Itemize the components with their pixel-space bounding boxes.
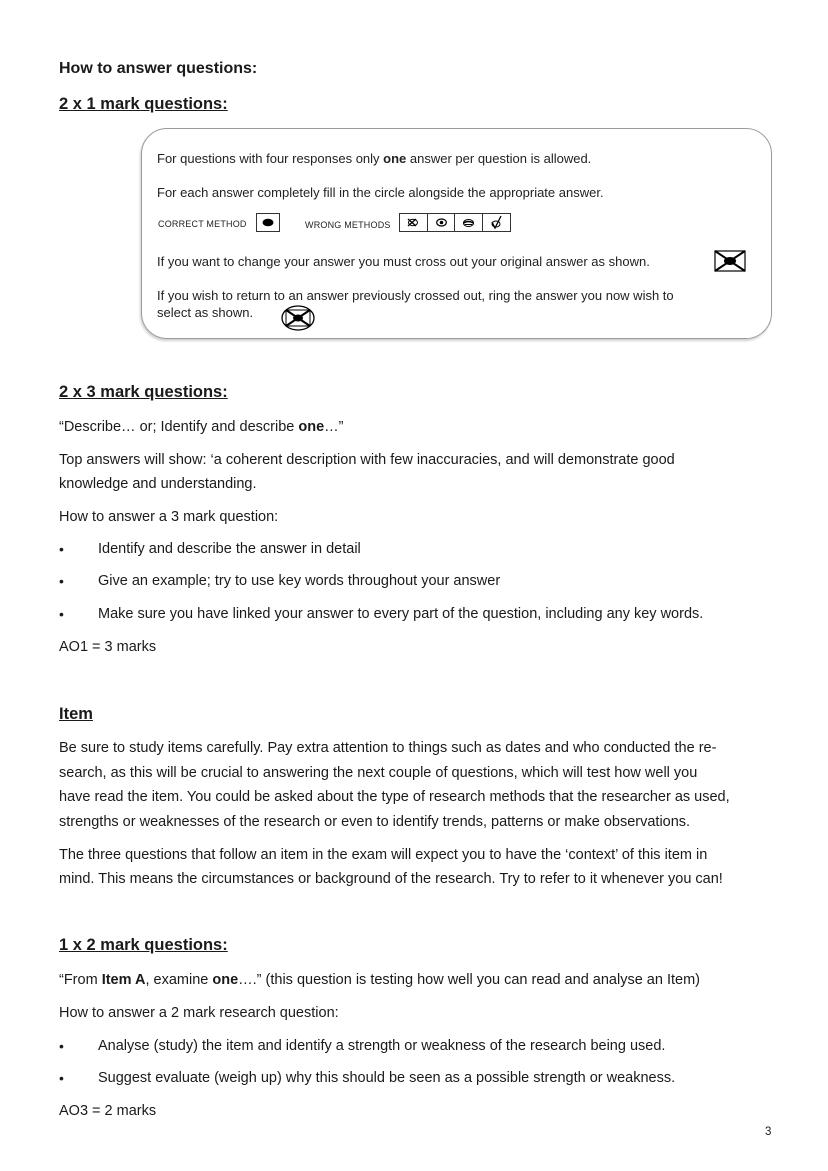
section4-prompt-pre: “From <box>59 972 102 988</box>
wrong-methods-examples <box>399 213 511 232</box>
box-line-fill-circle: For each answer completely fill in the circle alongside the appropriate answer. <box>157 185 604 200</box>
partial-fill-icon <box>455 214 482 231</box>
bullet-icon: • <box>59 606 64 622</box>
item-para2-line2: mind. This means the circumstances or background of the research. Try to refer to it whenever you can! <box>59 871 723 887</box>
section4-how-to: How to answer a 2 mark research question: <box>59 1005 339 1021</box>
bullet-text: Make sure you have linked your answer to every part of the question, including any key words. <box>98 606 704 622</box>
bullet-icon: • <box>59 1070 64 1086</box>
section-title-1x2: 1 x 2 mark questions: <box>59 936 228 954</box>
list-item <box>0 571 828 591</box>
item-para1-line4: strengths or weaknesses of the research or even to identify trends, patterns or make observations. <box>59 814 691 830</box>
item-para1-line1: Be sure to study items carefully. Pay extra attention to things such as dates and who conducted the re- <box>59 740 717 756</box>
page-number: 3 <box>765 1126 772 1138</box>
tick-mark-icon <box>483 214 510 231</box>
section2-marks: AO1 = 3 marks <box>59 639 157 655</box>
bullet-text: Give an example; try to use key words throughout your answer <box>98 573 501 589</box>
wrong-tick-mark <box>483 214 511 231</box>
box-line1-pre: For questions with four responses only <box>157 151 384 166</box>
section4-prompt-bold1: Item A <box>101 972 146 988</box>
section4-marks: AO3 = 2 marks <box>59 1103 157 1119</box>
crossed-box-icon <box>714 250 746 272</box>
section2-prompt-bold: one <box>298 419 325 435</box>
item-para1-line3: have read the item. You could be asked about the type of research methods that the researcher as used, <box>59 789 730 805</box>
top-answers-line-1: Top answers will show: ‘a coherent description with few inaccuracies, and will demonstrate good <box>59 452 675 468</box>
section-title-2x1: 2 x 1 mark questions: <box>59 95 228 113</box>
correct-method-label: CORRECT METHOD <box>158 219 247 229</box>
section-title-2x3: 2 x 3 mark questions: <box>59 383 228 401</box>
item-para2-line1: The three questions that follow an item in the exam will expect you to have the ‘context’ of this item in <box>59 847 708 863</box>
bullet-text: Identify and describe the answer in detail <box>98 541 361 557</box>
section2-prompt <box>59 415 343 439</box>
list-item <box>0 604 828 624</box>
section4-prompt-mid: , examine <box>145 972 213 988</box>
list-item <box>0 1036 828 1056</box>
section4-prompt <box>59 968 700 992</box>
box-line1-bold: one <box>383 151 407 166</box>
section-title-item: Item <box>59 705 93 723</box>
list-item <box>0 539 828 559</box>
item-para1-line2: search, as this will be crucial to answering the next couple of questions, which will test how well you <box>59 765 698 781</box>
list-item <box>0 1068 828 1088</box>
section4-prompt-bold2: one <box>212 972 239 988</box>
wrong-cross-mark <box>400 214 428 231</box>
box-line-return-answer-2: select as shown. <box>157 305 254 320</box>
box-line-one-answer <box>157 151 591 166</box>
box-line-cross-out: If you want to change your answer you must cross out your original answer as shown. <box>157 254 650 269</box>
section2-prompt-pre: “Describe… or; Identify and describe <box>59 419 299 435</box>
dot-mark-icon <box>428 214 455 231</box>
box-line-return-answer-1: If you wish to return to an answer previously crossed out, ring the answer you now wish to <box>157 288 674 303</box>
box-line1-post: answer per question is allowed. <box>406 151 592 166</box>
page-heading: How to answer questions: <box>59 60 258 77</box>
section4-prompt-post: ….” (this question is testing how well you can read and analyse an Item) <box>238 972 700 988</box>
bullet-icon: • <box>59 1038 64 1054</box>
section2-how-to: How to answer a 3 mark question: <box>59 509 279 525</box>
correct-method-example <box>256 213 280 232</box>
wrong-methods-label: WRONG METHODS <box>305 220 391 230</box>
bullet-icon: • <box>59 541 64 557</box>
wrong-dot-mark <box>428 214 456 231</box>
bullet-text: Analyse (study) the item and identify a strength or weakness of the research being used. <box>98 1038 666 1054</box>
bullet-text: Suggest evaluate (weigh up) why this should be seen as a possible strength or weakness. <box>98 1070 676 1086</box>
bullet-icon: • <box>59 573 64 589</box>
filled-oval-icon <box>257 214 279 231</box>
ringed-cross-icon <box>280 304 316 332</box>
wrong-partial-mark <box>455 214 483 231</box>
cross-mark-icon <box>400 214 427 231</box>
top-answers-line-2: knowledge and understanding. <box>59 476 257 492</box>
section2-prompt-post: …” <box>324 419 344 435</box>
